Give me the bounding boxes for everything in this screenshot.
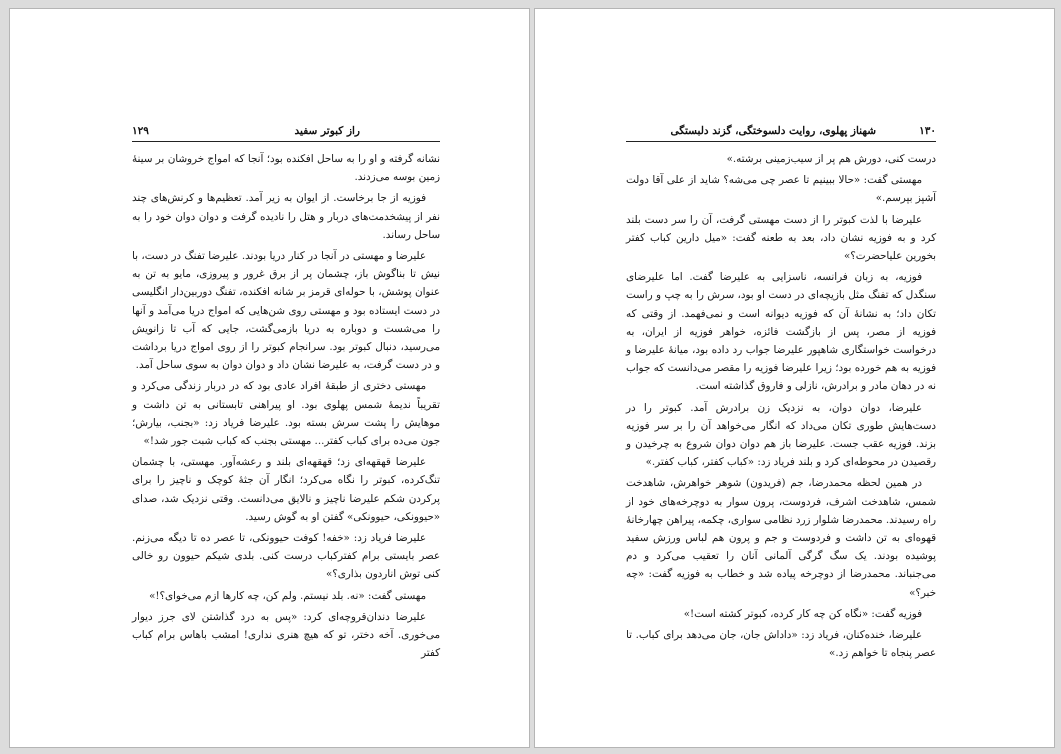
paragraph: علیرضا، خنده‌کنان، فریاد زد: «داداش جان، جان می‌دهد برای کباب. تا عصر پنجاه تا خواهم زد.» [626,629,936,660]
paragraph: مهستی گفت: «حالا ببینیم تا عصر چی می‌شه؟ شاید از علی آقا دولت آشپز بپرسم.» [626,174,936,205]
page-body [132,150,440,665]
running-header [626,121,936,142]
paragraph: مهستی گفت: «نه. بلد نیستم. ولم کن، چه کارها ازم می‌خوای؟!» [149,589,426,602]
paragraph: مهستی دختری از طبقهٔ افراد عادی بود که در دربار زندگی می‌کرد و تقریباً ندیمهٔ شمس پهلوی بود. او پیراهنی تابستانی به تن داشت و موهایش را پشت سرش بسته بود. علیرضا فریاد زد: «بجنب، بیارش؛ جون می‌ده برای کباب کفتر... مهستی بجنب که کباب شبت جور شد!» [132,380,440,448]
left-page [9,8,530,748]
page-body [626,150,936,665]
paragraph: در همین لحظه محمدرضا، جم (فریدون) شوهر خواهرش، شاهدخت شمس، شاهدخت اشرف، فردوست، پرون سوار به دوچرخه‌های خود از راه رسیدند. محمدرضا شلوار زرد نظامی سواری، چکمه، پیراهن چهارخانهٔ قهوه‌ای به تن داشت و فردوست و جم و پرون هم لباس ورزش سفید پوشیده بودند. یک سگ گرگی آلمانی آنان را تعقیب می‌کرد و دم می‌جنباند. محمدرضا از دوچرخه پیاده شد و خطاب به فوزیه گفت: «چه خبر؟» [626,477,936,599]
paragraph: فوزیه، به زبان فرانسه، ناسزایی به علیرضا گفت. اما علیرضای سنگدل که تفنگ مثل بازیچه‌ای در دست او بود، سرش را به چپ و راست تکان داد؛ به نشانهٔ آن که فوزیه دیوانه است و نمی‌فهمد. از وقتی که فوزیه از مصر، پس از بازگشت فائزه، خواهر فوزیه از ایران، به درخواست خواستگاری شاهپور علیرضا جواب رد داده بود، میانهٔ علیرضا و فوزیه به هم خورده بود؛ زیرا علیرضا فوزیه را مقصر می‌دانست که جواب نه در دهان مادر و برادرش، نازلی و فاروق گذاشته است. [626,271,936,393]
paragraph: نشانه گرفته و او را به ساحل افکنده بود؛ آنجا که امواج خروشان بر سینهٔ زمین بوسه می‌زدند. [132,153,440,184]
running-header [132,121,440,142]
paragraph: علیرضا فریاد زد: «خفه! کوفت حیوونکی، تا عصر ده تا دیگه می‌زنم. عصر بایستی برام کفترکباب درست کنی. بلدی شیکم حیوون رو خالی کنی توش اناردون بذاری؟» [132,532,440,581]
paragraph: علیرضا، دوان دوان، به نزدیک زن برادرش آمد. کبوتر را در دست‌هایش طوری تکان می‌داد که انگار می‌خواهد آن را بر سر فوزیه بزند. فوزیه عقب جست. علیرضا باز هم دوان دوان شروع به چرخیدن و رقصیدن در محوطه‌ای کرد و بلند فریاد زد: «کباب کفتر، کباب کفتر.» [626,401,936,469]
page-number: ۱۳۰ [919,125,936,137]
header-title: راز کبوتر سفید [294,125,360,137]
header-title: شهناز پهلوی، روایت دلسوختگی، گزند دلبستگی [670,125,876,137]
page-number: ۱۲۹ [132,125,149,137]
paragraph: علیرضا دندان‌قروچه‌ای کرد: «پس به درد گذاشتن لای جرز دیوار می‌خوری. آخه دختر، تو که هیچ هنری نداری! امشب باهاس برام کباب کفتر [132,610,440,660]
paragraph: علیرضا با لذت کبوتر را از دست مهستی گرفت، آن را سر دست بلند کرد و به فوزیه نشان داد، بعد به طعنه گفت: «میل دارین کباب کفتر بخورین علیاحضرت؟» [626,213,936,263]
paragraph: فوزیه از جا برخاست. از ایوان به زیر آمد. تعظیم‌ها و کرنش‌های چند نفر از پیشخدمت‌های دربار و هتل را نادیده گرفت و دوان دوان خود را به ساحل رساند. [132,192,440,241]
paragraph: فوزیه گفت: «نگاه کن چه کار کرده، کبوتر کشته است!» [683,607,922,620]
paragraph: علیرضا و مهستی در آنجا در کنار دریا بودند. علیرضا تفنگ در دست، با نیش تا بناگوش باز، چشمان پر از برق غرور و پیروزی، مایو به تن به عنوان پوشش، با حوله‌ای قرمز بر شانه افکنده، تفنگ دوربین‌دار انگلیسی در دست ایستاده بود و مهستی روی شن‌هایی که امواج دریا می‌آمد و آنها را می‌شست و دوباره به دریا بازمی‌گشت، جایی که آب تا زانویش می‌رسید، دنبال کبوتر بود. سرانجام کبوتر را از روی امواج دریا برداشت و در دست گرفت، به علیرضا نشان داد و دوان دوان به سوی ساحل آمد. [132,250,440,372]
paragraph: علیرضا قهقهه‌ای زد؛ قهقهه‌ای بلند و رعشه‌آور. مهستی، با چشمان تنگ‌کرده، کبوتر را نگاه می‌کرد؛ انگار آن جثهٔ کوچک و ناچیز را برای پرکردن شکم علیرضا ناچیز و نالایق می‌دانست. وقتی نزدیک شد، صدای «حیوونکی، حیوونکی» گفتن او به گوش رسید. [132,456,440,523]
right-page [534,8,1055,748]
paragraph: درست کنی، دورش هم پر از سیب‌زمینی برشته.» [726,153,936,165]
